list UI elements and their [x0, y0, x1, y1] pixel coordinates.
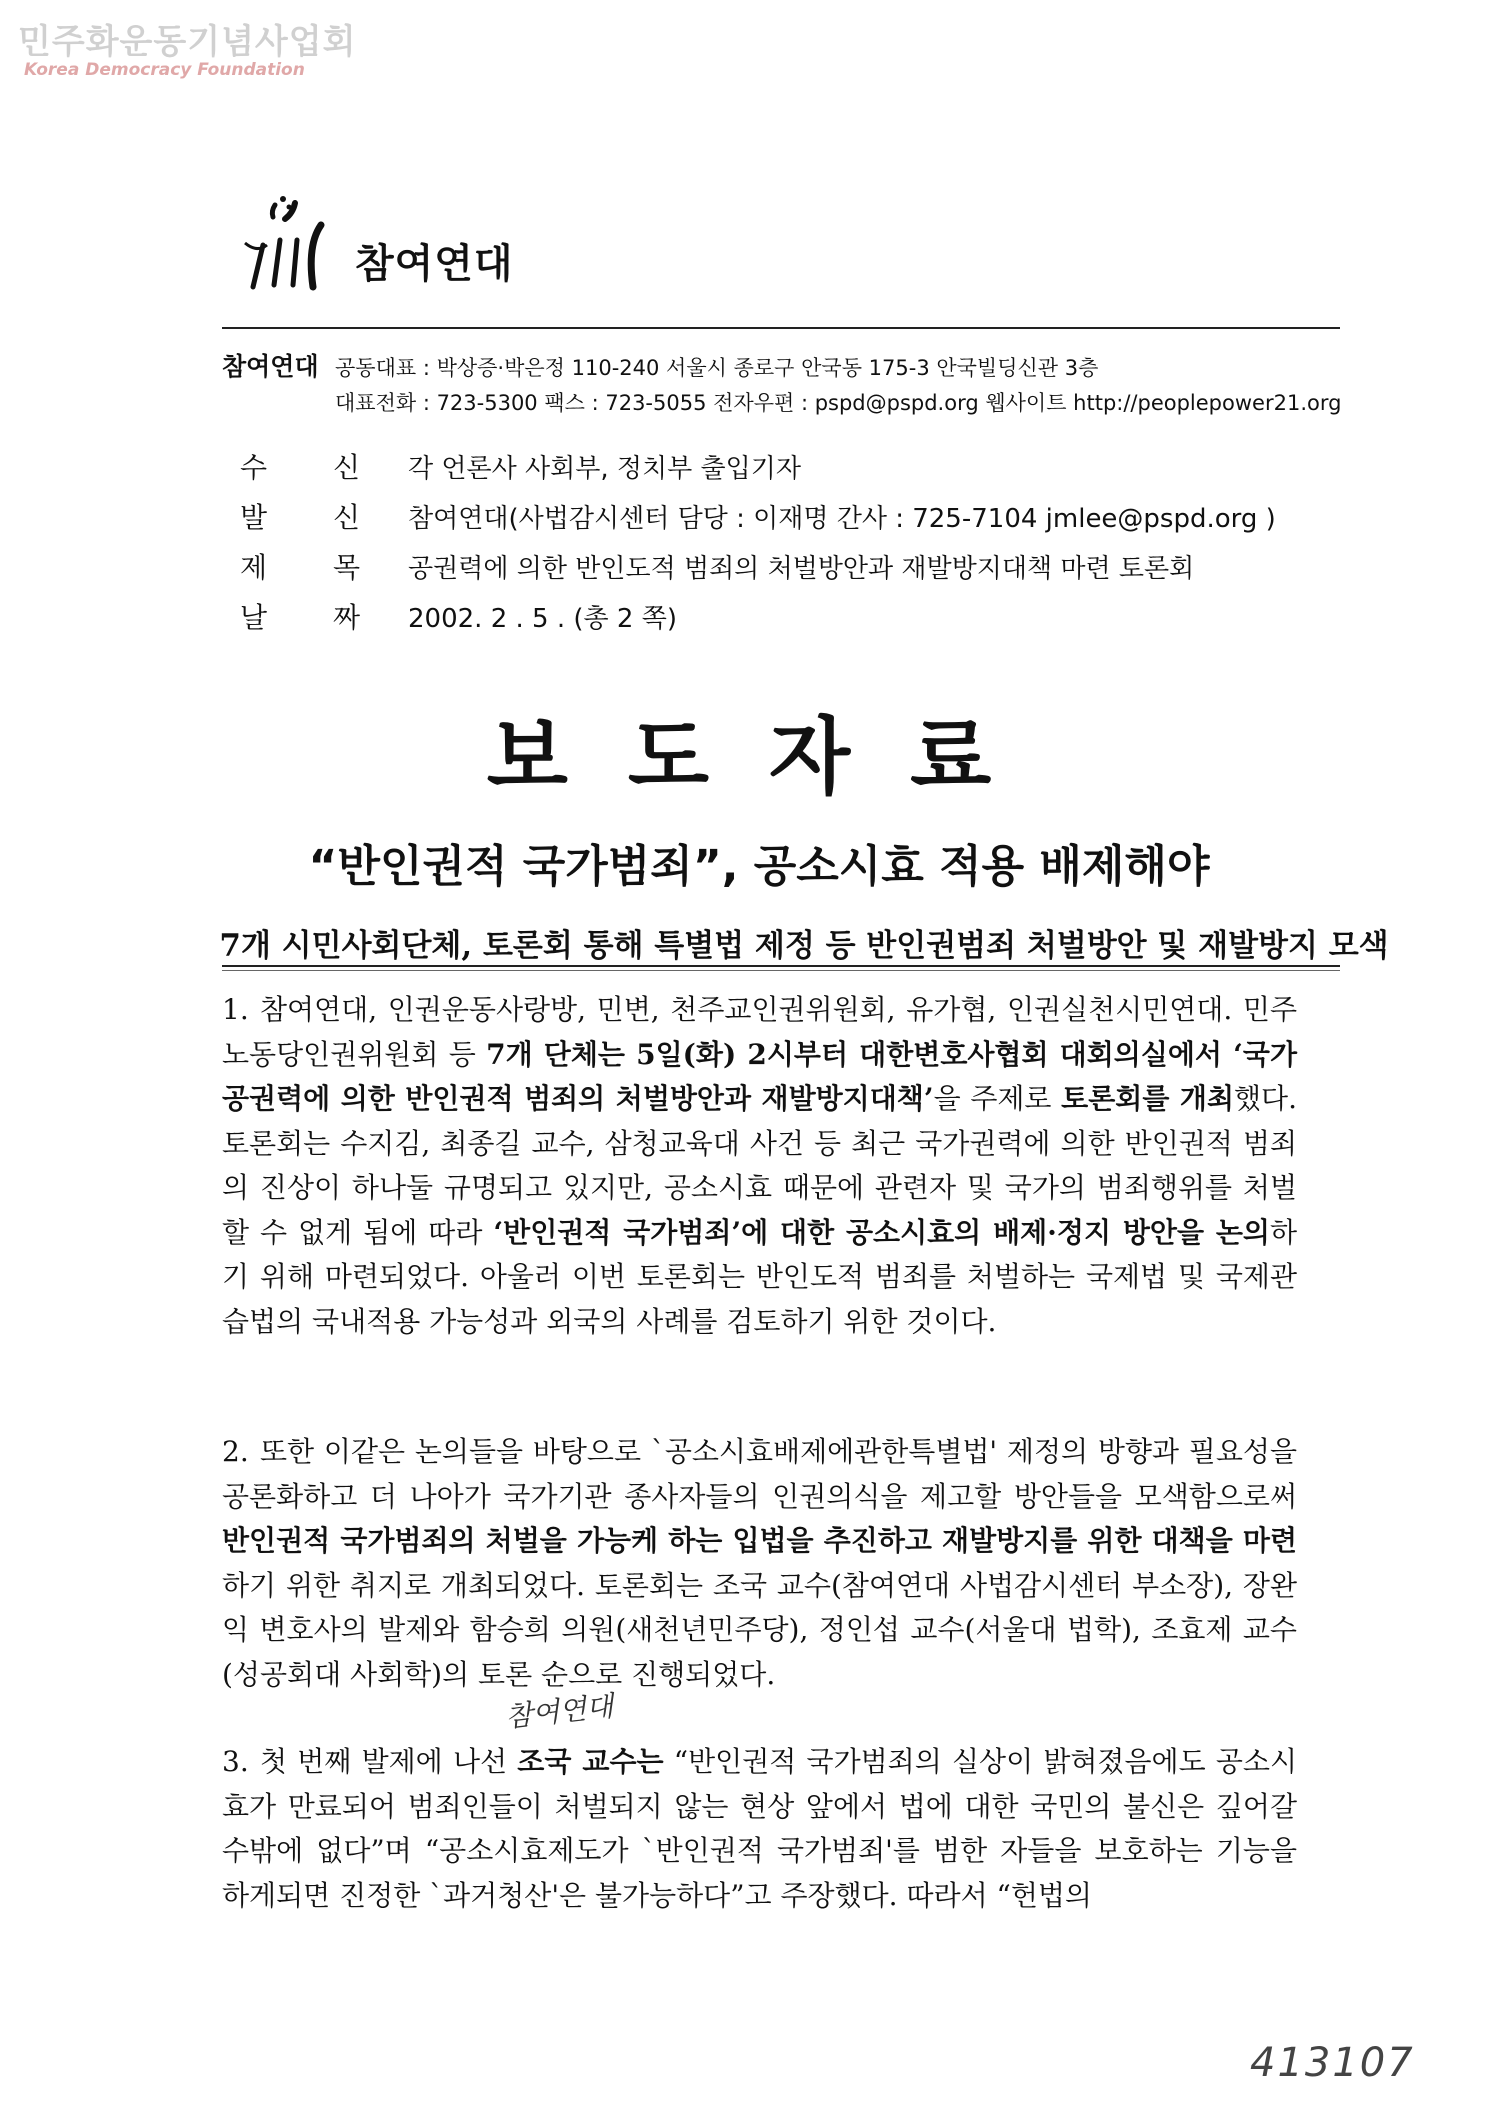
- meta-label: 수 신: [240, 451, 360, 484]
- logo-text: 참여연대: [355, 241, 514, 287]
- meta-label: 제 목: [240, 551, 360, 584]
- headline: “반인권적 국가범죄”, 공소시효 적용 배제해야: [308, 841, 1210, 892]
- meta-row-sender: [240, 496, 1276, 536]
- paragraph-2: 2. 또한 이같은 논의들을 바탕으로 `공소시효배제에관한특별법' 제정의 방향과 필요성을 공론화하고 더 나아가 국가기관 종사자들의 인권의식을 제고할 방안들을 모색함으로써 반인권적 국가범죄의 처벌을 가능케 하는 입법을 추진하고 재발방지를 위한 대책을 마련하기 위한 취지로 개최되었다. 토론회는 조국 교수(참여연대 사법감시센터 부소장), 장완익 변호사의 발제와 함승희 의원(새천년민주당), 정인섭 교수(서울대 법학), 조효제 교수(성공회대 사회학)의 토론 순으로 진행되었다.: [222, 1435, 1297, 1691]
- section-divider: [222, 965, 1340, 967]
- page-title: 보도자료: [486, 708, 1052, 806]
- header-org: 참여연대: [222, 352, 319, 381]
- meta-value: 각 언론사 사회부, 정치부 출입기자: [408, 454, 801, 484]
- header-divider: [222, 327, 1340, 329]
- header-info-line1: 공동대표 : 박상증·박은정 110-240 서울시 종로구 안국동 175-3 안국빌딩신관 3층: [335, 356, 1099, 380]
- header-info-line2: 대표전화 : 723-5300 팩스 : 723-5055 전자우편 : pspd@pspd.org 웹사이트 http://peoplepower21.org: [335, 391, 1342, 415]
- section-divider-thin: [222, 970, 1340, 971]
- watermark-korean: 민주화운동기념사업회: [18, 22, 357, 62]
- meta-row-subject: [240, 546, 1194, 586]
- paragraph-1: 1. 참여연대, 인권운동사랑방, 민변, 천주교인권위원회, 유가협, 인권실천시민연대. 민주노동당인권위원회 등 7개 단체는 5일(화) 2시부터 대한변호사협회 대회의실에서 ‘국가공권력에 의한 반인권적 범죄의 처벌방안과 재발방지대책’을 주제로 토론회를 개최했다. 토론회는 수지김, 최종길 교수, 삼청교육대 사건 등 최근 국가권력에 의한 반인권적 범죄의 진상이 하나둘 규명되고 있지만, 공소시효 때문에 관련자 및 국가의 범죄행위를 처벌할 수 없게 됨에 따라 ‘반인권적 국가범죄’에 대한 공소시효의 배제·정지 방안을 논의하기 위해 마련되었다. 아울러 이번 토론회는 반인도적 범죄를 처벌하는 국제법 및 국제관습법의 국내적용 가능성과 외국의 사례를 검토하기 위한 것이다.: [222, 993, 1298, 1338]
- subheadline: 7개 시민사회단체, 토론회 통해 특별법 제정 등 반인권범죄 처벌방안 및 재발방지 모색: [219, 928, 1389, 964]
- paragraph-3: 3. 첫 번째 발제에 나선 조국 교수는 “반인권적 국가범죄의 실상이 밝혀졌음에도 공소시효가 만료되어 범죄인들이 처벌되지 않는 현상 앞에서 법에 대한 국민의 불신은 깊어갈 수밖에 없다”며 “공소시효제도가 `반인권적 국가범죄'를 범한 자들을 보호하는 기능을 하게되면 진정한 `과거청산'은 불가능하다”고 주장했다. 따라서 “헌법의: [222, 1745, 1297, 1912]
- meta-label: 날 짜: [240, 601, 360, 634]
- handwritten-note: 참여연대: [503, 1689, 615, 1734]
- handwritten-page-number: 413107: [1250, 2040, 1415, 2086]
- meta-row-recipient: [240, 446, 801, 486]
- meta-label: 발 신: [240, 501, 360, 534]
- meta-value: 2002. 2 . 5 . (총 2 쪽): [408, 604, 677, 634]
- meta-value: 공권력에 의한 반인도적 범죄의 처벌방안과 재발방지대책 마련 토론회: [408, 554, 1195, 584]
- meta-row-date: [240, 596, 677, 636]
- watermark-english: Korea Democracy Foundation: [24, 60, 305, 80]
- meta-value: 참여연대(사법감시센터 담당 : 이재명 간사 : 725-7104 jmlee@pspd.org ): [408, 504, 1276, 534]
- logo-icon: [225, 185, 355, 295]
